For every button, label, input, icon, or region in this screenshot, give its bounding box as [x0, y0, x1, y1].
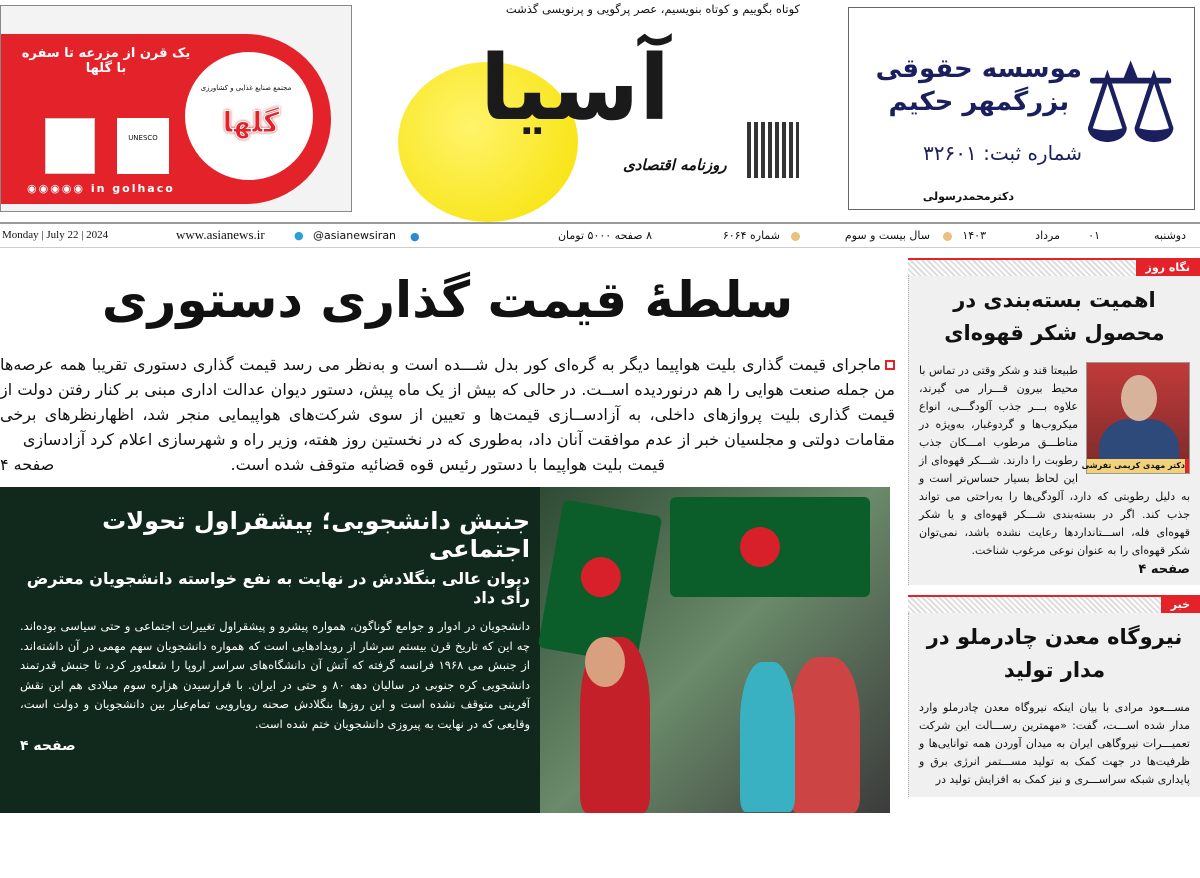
qr-code-icon — [747, 122, 799, 178]
protest-photo — [540, 487, 890, 813]
ad-social-handle: ◉◉◉◉◉ in golhaco — [27, 182, 175, 195]
author-caption: دکتر مهدی کریمی تفرشی — [1087, 459, 1189, 473]
social-handle: golhaco — [112, 182, 175, 195]
feature-subhead: دیوان عالی بنگلادش در نهایت به نفع خواسته دانشجویان معترض رأی داد — [26, 569, 530, 607]
website-link[interactable]: www.asianews.ir — [176, 227, 265, 242]
info-bar — [0, 222, 1200, 248]
feature-headline[interactable]: جنبش دانشجویی؛ پیشقراول تحولات اجتماعی — [102, 507, 530, 563]
author-photo — [1081, 362, 1190, 474]
opinion-column — [908, 276, 1200, 585]
ad-line2: بزرگمهر حکیم — [888, 86, 1070, 117]
paper-type: روزنامه اقتصادی — [623, 156, 727, 174]
news-headline[interactable]: نیروگاه معدن چادرملو در مدار تولید — [926, 625, 1183, 682]
year: ۱۴۰۳ — [962, 229, 986, 242]
main-column — [0, 262, 895, 813]
lead-text: ماجرای قیمت گذاری بلیت هواپیما دیگر به گره‌ای کور بدل شـــده است و به‌نظر می رسد قیمت گذاری دستوری تقریبا همه عرصه‌ها من جمله صنعت هوایی را هم درنوردیده اســت. در حالی که بیش از یک ماه پیش، دستور دیوان عدالت اداری مبنی بر کنار رفتن دولت از قیمت گذاری بلیت پروازهای داخلی، به آزادســازی قیمت‌ها و تعیین از سوی شرکت‌های هواپیمایی منجر شد، اظهارنظرهای برخی مقامات دولتی و مجلسیان خبر از عدم موافقت آنان داد، به‌طوری که در نخستین روز هفته، وزیر راه و شهرسازی اعلام کرد آزادسازی — [0, 355, 895, 449]
bullet-icon — [885, 360, 895, 370]
unesco-logo: UNESCO — [117, 118, 169, 174]
main-headline[interactable]: سلطهٔ قیمت گذاری دستوری — [101, 271, 794, 329]
ad-line1: موسسه حقوقی — [875, 54, 1082, 84]
lead-last-line: قیمت بلیت هواپیما با دستور رئیس قوه قضائیه متوقف شده است. — [230, 455, 665, 474]
ad-slogan: یک قرن از مزرعه تا سفره با گلها — [21, 46, 191, 76]
pages-price: ۸ صفحه ۵۰۰۰ تومان — [557, 229, 652, 242]
newspaper-logo: آسیا — [480, 36, 670, 141]
feature-story — [0, 487, 890, 813]
news-column — [908, 613, 1200, 797]
page-reference[interactable]: صفحه ۴ — [20, 738, 76, 754]
telegram-icon: ● — [294, 229, 304, 242]
section-tag-label: خبر — [1161, 597, 1200, 613]
golha-logo: گلها — [222, 106, 280, 139]
month: مرداد — [1035, 229, 1060, 242]
masthead — [380, 0, 810, 220]
telegram-handle[interactable]: @asianewsiran — [313, 229, 397, 242]
page-reference[interactable]: صفحه ۴ — [0, 455, 55, 474]
dot-icon — [943, 232, 952, 241]
dot-icon — [791, 232, 800, 241]
day: ۰۱ — [1088, 229, 1100, 242]
volume: سال بیست و سوم — [844, 229, 930, 242]
tagline: کوتاه بگوییم و کوتاه بنویسیم، عصر پرگویی و پرنویسی گذشت — [505, 2, 800, 16]
opinion-body: طبیعتا قند و شکر وقتی در تماس با محیط بیرون قـــرار می گیرند، علاوه بـــر جذب آلودگـــی، انواع میکروب‌ها و گردوغبار، به‌ویژه در مناطـــق مرطوب امـــکان جذب رطوبت را دارند. شـــکر قهوه‌ای از این لحاظ بسیار حساس‌تر است و به دلیل رطوبتی که دارد، آلودگی‌ها را به‌راحتی می تواند جذب کند. اگر در بسته‌بندی شـــکر قهوه‌ای و یا شکر قهوه‌ای فله، اســـتانداردها رعایت نشده باشد، نمی‌توان شکر قهوه‌ای را به عنوان نوعی مرغوب شناخت. — [919, 364, 1190, 557]
english-date: Monday | July 22 | 2024 — [2, 229, 109, 241]
issue: شماره ۶۰۶۴ — [722, 229, 780, 242]
feature-body: دانشجویان در ادوار و جوامع گوناگون، همواره پیشرو و پیشقراول تغییرات اجتماعی و حتی سیاسی بوده‌اند. چه این که تاریخ قرن بیستم سرشار از رویدادهایی است که همواره دانشجویان سهم مهمی در آن داشته‌اند. از جنبش می ۱۹۶۸ فرانسه گرفته که آتش آن دانشگاه‌های سراسر اروپا را شعله‌ور کرد، تا جنبش قدرتمند دانشجویی کره جنوبی در سالیان دهه ۸۰ و حتی در ایران. با فرارسیدن هزاره سوم میلادی هم این نقش آفرینی متوقف نشده است و این روزها بنگلادش صحنه رویارویی تمام‌عیار بین دانشجویان و دولت است، وقایعی که در نهایت به پیروزی دانشجویان ختم شده است. — [20, 619, 530, 731]
section-tag-opinion — [908, 258, 1200, 276]
page-reference[interactable]: صفحه ۴ — [1138, 562, 1190, 577]
section-tag-label: نگاه روز — [1136, 260, 1200, 276]
golha-advertisement — [0, 5, 352, 212]
main-lead — [0, 352, 895, 477]
weekday: دوشنبه — [1154, 229, 1186, 242]
scales-of-justice-icon: ⚖ — [1081, 39, 1180, 167]
ad-subtitle: مجتمع صنایع غذایی و کشاورزی — [200, 84, 292, 92]
ad-name: دکترمحمدرسولی — [922, 190, 1014, 203]
law-firm-advertisement — [848, 7, 1195, 210]
news-body: مســـعود مرادی با بیان اینکه نیروگاه معدن چادرملو وارد مدار شده اســـت، گفت: «مهمترین رســـالت این شرکت تعمیـــرات نیروگاهی ایران به میدان آوردن همه توانایی‌ها و ظرفیت‌ها در جهت کمک به تولید مســـتمر انرژی برق و پایداری شبکه سراســـری و نیز کمک به افزایش تولید در — [919, 701, 1190, 786]
opinion-headline[interactable]: اهمیت بسته‌بندی در محصول شکر قهوه‌ای — [944, 288, 1165, 345]
ad-registration: شماره ثبت: ۳۲۶۰۱ — [923, 141, 1082, 165]
side-column — [908, 258, 1200, 797]
section-tag-news — [908, 595, 1200, 613]
qr-code-icon — [45, 118, 95, 174]
verified-icon: ● — [410, 230, 420, 243]
